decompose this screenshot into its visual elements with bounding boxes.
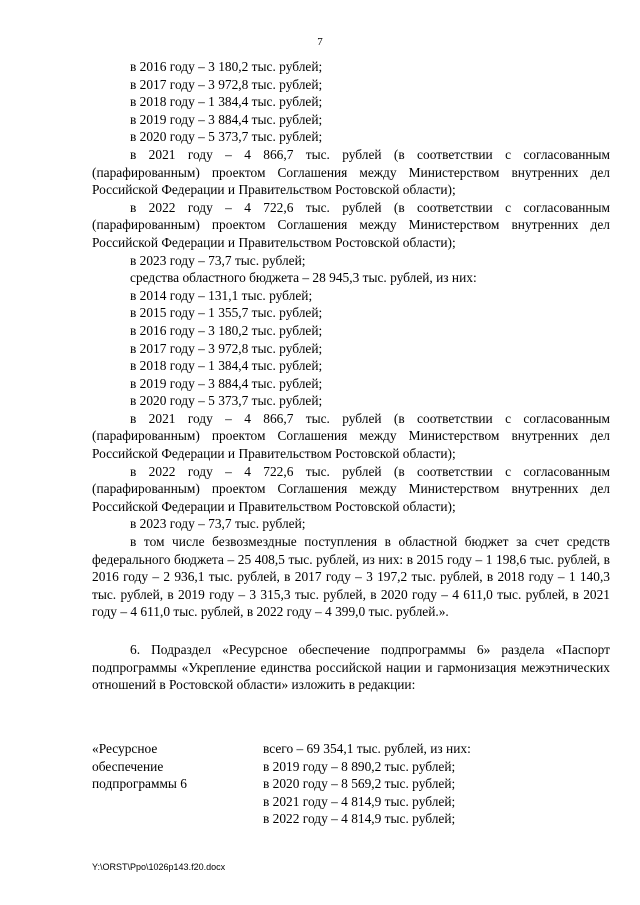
- list-item: в 2018 году – 1 384,4 тыс. рублей;: [130, 358, 323, 374]
- list-item: в 2019 году – 3 884,4 тыс. рублей;: [130, 111, 323, 127]
- list-item: в 2018 году – 1 384,4 тыс. рублей;: [130, 94, 323, 110]
- funding-list-total: [92, 58, 610, 269]
- list-item: в 2017 году – 3 972,8 тыс. рублей;: [130, 76, 323, 92]
- list-item: в 2023 году – 73,7 тыс. рублей;: [130, 516, 306, 532]
- document-body: [92, 58, 610, 694]
- list-item: в 2017 году – 3 972,8 тыс. рублей;: [130, 340, 323, 356]
- label-line: подпрограммы 6: [92, 776, 187, 792]
- resource-table-values: [263, 740, 610, 828]
- paragraph-2022: в 2022 году – 4 722,6 тыс. рублей (в соответствии с согласованным (парафированным) проектом Соглашения между Министерством внутренних дел Российской Федерации и Правительством Ростовской области);: [92, 463, 610, 514]
- list-item: в 2016 году – 3 180,2 тыс. рублей;: [130, 322, 323, 338]
- value-line: в 2020 году – 8 569,2 тыс. рублей;: [263, 776, 456, 792]
- list-item: в 2020 году – 5 373,7 тыс. рублей;: [130, 393, 323, 409]
- value-line: всего – 69 354,1 тыс. рублей, из них:: [263, 741, 471, 756]
- list-item: в 2016 году – 3 180,2 тыс. рублей;: [130, 59, 323, 74]
- list-item: в 2023 году – 73,7 тыс. рублей;: [130, 252, 306, 268]
- regional-budget-heading: средства областного бюджета – 28 945,3 тыс. рублей, из них:: [130, 270, 477, 286]
- paragraph-2022: в 2022 году – 4 722,6 тыс. рублей (в соответствии с согласованным (парафированным) проектом Соглашения между Министерством внутренних дел Российской Федерации и Правительством Ростовской области);: [92, 199, 610, 250]
- list-item: в 2019 году – 3 884,4 тыс. рублей;: [130, 375, 323, 391]
- label-line: «Ресурсное: [92, 741, 158, 756]
- federal-funding-paragraph: в том числе безвозмездные поступления в областной бюджет за счет средств федерального бюджета – 25 408,5 тыс. рублей, из них: в 2015 году – 1 198,6 тыс. рублей, в 2016 году – 2 936,1 тыс. рублей, в 2017 году – 3 197,2 тыс. рублей, в 2018 году – 1 140,3 тыс. рублей, в 2019 году – 3 315,3 тыс. рублей, в 2020 году – 4 611,0 тыс. рублей, в 2021 году – 4 611,0 тыс. рублей, в 2022 году – 4 399,0 тыс. рублей.».: [92, 534, 610, 620]
- value-line: в 2022 году – 4 814,9 тыс. рублей;: [263, 811, 456, 827]
- list-item: в 2020 году – 5 373,7 тыс. рублей;: [130, 129, 323, 145]
- footer-file-path: Y:\ORST\Ppo\1026p143.f20.docx: [92, 862, 226, 872]
- list-item: в 2015 году – 1 355,7 тыс. рублей;: [130, 305, 323, 321]
- label-line: обеспечение: [92, 758, 164, 774]
- value-line: в 2021 году – 4 814,9 тыс. рублей;: [263, 793, 456, 809]
- value-line: в 2019 году – 8 890,2 тыс. рублей;: [263, 758, 456, 774]
- funding-list-regional: [92, 269, 610, 621]
- list-item: в 2014 году – 131,1 тыс. рублей;: [130, 287, 313, 303]
- resource-table-label: [92, 740, 262, 793]
- paragraph-2021: в 2021 году – 4 866,7 тыс. рублей (в соответствии с согласованным (парафированным) проектом Соглашения между Министерством внутренних дел Российской Федерации и Правительством Ростовской области);: [92, 410, 610, 462]
- page-number: 7: [317, 36, 323, 48]
- section-6-paragraph: 6. Подраздел «Ресурсное обеспечение подпрограммы 6» раздела «Паспорт подпрограммы «Укрепление единства российской нации и гармонизация межэтнических отношений в Ростовской области» изложить в редакции:: [92, 642, 610, 693]
- paragraph-2021: в 2021 году – 4 866,7 тыс. рублей (в соответствии с согласованным (парафированным) проектом Соглашения между Министерством внутренних дел Российской Федерации и Правительством Ростовской области);: [92, 146, 610, 198]
